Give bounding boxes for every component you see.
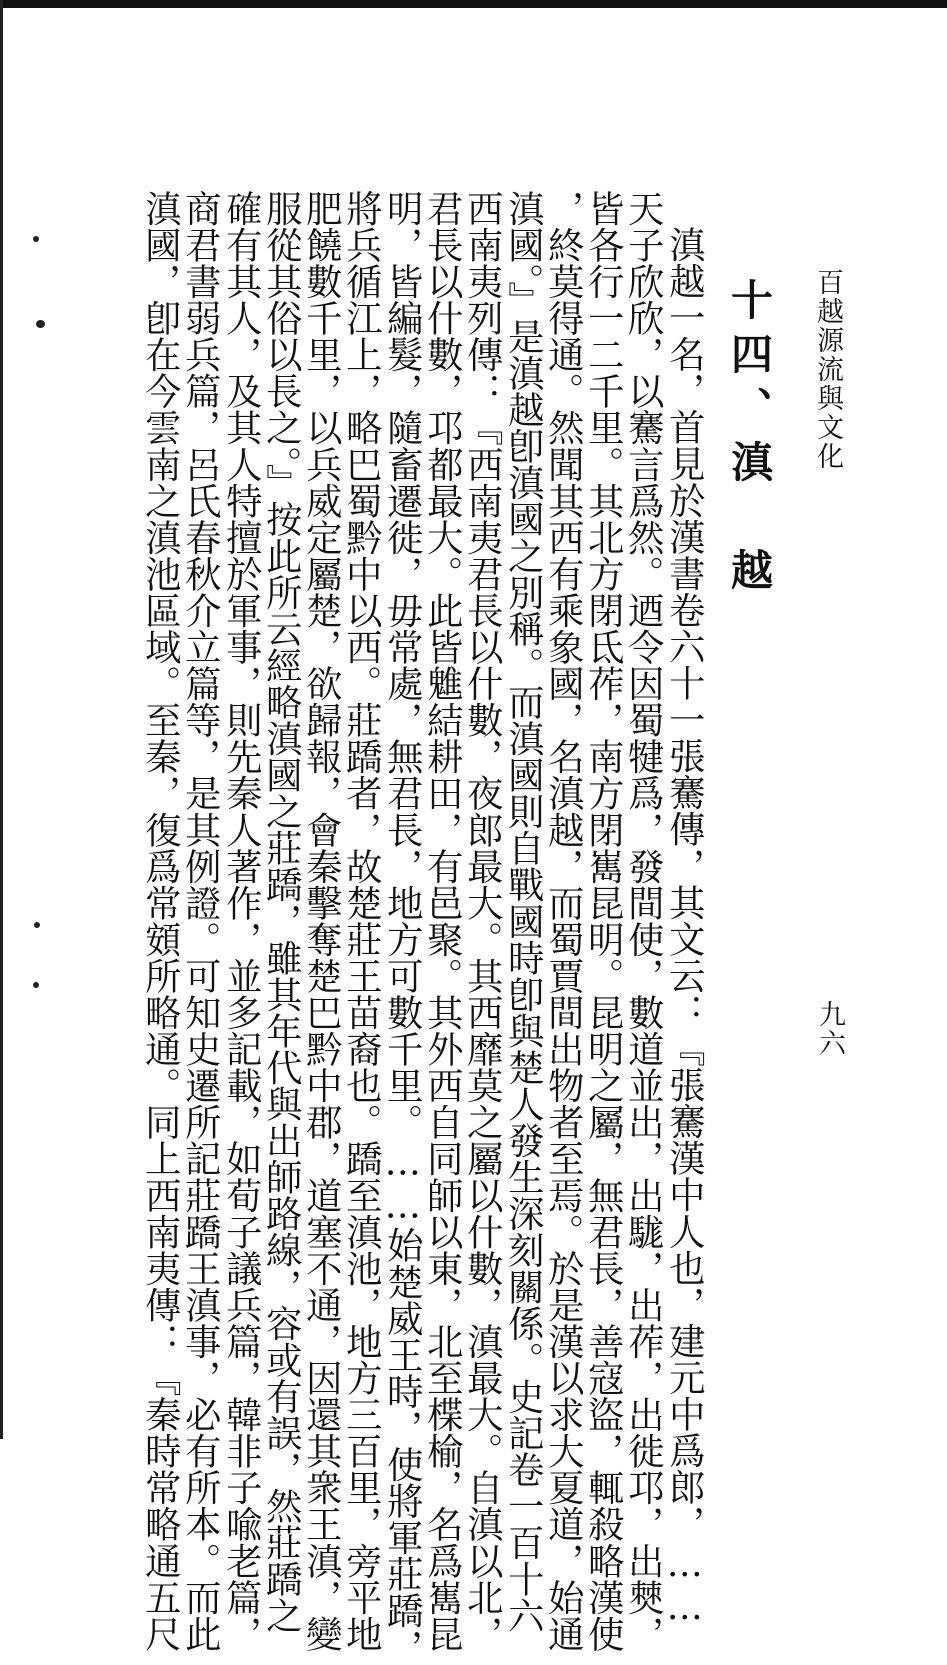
body-line-5: 滇國。』是滇越卽滇國之別稱。而滇國則自戰國時卽與楚人發生深刻關係。史記卷一百十六 (502, 190, 546, 1634)
scan-speck (34, 922, 40, 928)
body-line-6: 西南夷列傳：『西南夷君長以什數，夜郎最大。其西靡莫之屬以什數，滇最大。自滇以北， (461, 190, 505, 1652)
body-line-11: 服從其俗以長之。』按此所云經略滇國之莊蹻，雖其年代與出師路線，容或有誤，然莊蹻之 (260, 190, 304, 1634)
scan-speck (33, 982, 39, 988)
left-border (0, 0, 3, 1439)
body-line-3: 皆各行一二千里。其北方閉氐莋，南方閉嶲昆明。昆明之屬，無君長，善寇盜，輒殺略漢使 (582, 190, 626, 1652)
chapter-title: 十四、滇 越 (725, 278, 774, 602)
body-line-10: 肥饒數千里，以兵威定屬楚，欲歸報，會秦擊奪楚巴黔中郡，道塞不通，因還其衆王滇，變 (300, 190, 344, 1652)
body-line-12: 確有其人，及其人特擅於軍事，則先秦人著作，並多記載，如荀子議兵篇，韓非子喩老篇， (220, 190, 264, 1652)
body-line-2: 天子欣欣，以騫言爲然。迺令因蜀犍爲，發間使，數道並出，出駹，出莋，出徙邛，出僰， (622, 190, 666, 1652)
body-line-7: 君長以什數，邛都最大。此皆魋結耕田，有邑聚。其外西自同師以東，北至楪榆，名爲嶲昆 (421, 190, 465, 1652)
page-number: 九六 (814, 1000, 845, 1058)
top-border (0, 0, 947, 8)
scan-speck (33, 236, 39, 242)
body-line-8: 明，皆編髮，隨畜遷徙，毋常處，無君長，地方可數千里。……始楚威王時，使將軍莊蹻， (381, 190, 425, 1665)
body-line-9: 將兵循江上，略巴蜀黔中以西。莊蹻者，故楚莊王苗裔也。蹻至滇池，地方三百里，旁平地 (340, 190, 384, 1652)
body-line-4: ，終莫得通。然聞其西有乘象國，名滇越，而蜀賈間出物者至焉。於是漢以求大夏道，始通 (542, 190, 586, 1652)
body-line-13: 商君書弱兵篇，呂氏春秋介立篇等，是其例證。可知史遷所記莊蹻王滇事，必有所本。而此 (179, 190, 223, 1652)
scan-speck (36, 320, 45, 328)
running-title: 百越源流與文化 (812, 268, 843, 471)
body-line-1: 滇越一名，首見於漢書卷六十一張騫傳，其文云：『張騫漢中人也，建元中爲郎，…… (663, 226, 707, 1629)
body-line-14: 滇國，卽在今雲南之滇池區域。至秦，復爲常頞所略通。同上西南夷傳：『秦時常略通五尺 (139, 190, 183, 1652)
